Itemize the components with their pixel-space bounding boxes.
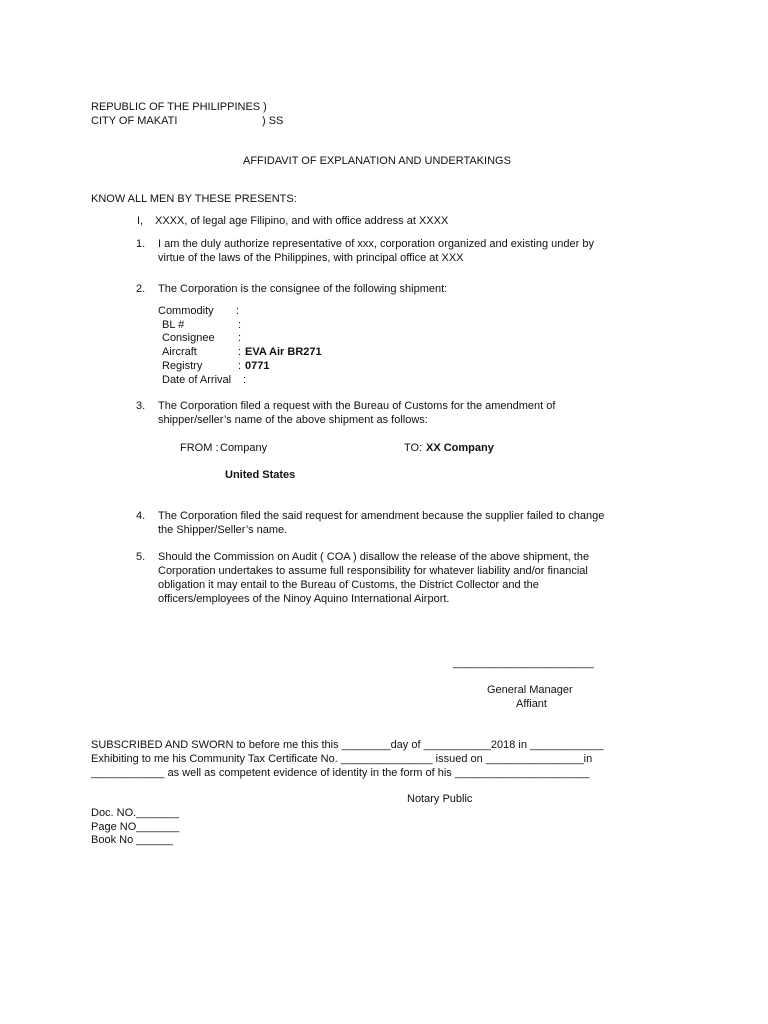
jurat-line-2: Exhibiting to me his Community Tax Certificate No. _______________ issued on ________________in xyxy=(91,753,593,765)
item-2-number: 2. xyxy=(136,283,146,295)
shipment-label-date-of-arrival: Date of Arrival xyxy=(162,374,232,386)
header-ss: ) SS xyxy=(262,115,284,127)
document-title: AFFIDAVIT OF EXPLANATION AND UNDERTAKINGS xyxy=(243,155,511,167)
item-3-number: 3. xyxy=(136,400,146,412)
item-4-number: 4. xyxy=(136,510,146,522)
item-3-line-1: The Corporation filed a request with the Bureau of Customs for the amendment of xyxy=(158,400,556,412)
shipment-label-consignee: Consignee xyxy=(162,332,215,344)
item-5-line-4: officers/employees of the Ninoy Aquino International Airport. xyxy=(158,593,450,605)
item-1-line-1: I am the duly authorize representative of xxx, corporation organized and existing under by xyxy=(158,238,594,250)
amendment-from-label: FROM : xyxy=(180,442,219,454)
item-2-line-1: The Corporation is the consignee of the following shipment: xyxy=(158,283,448,295)
amendment-origin: United States xyxy=(225,469,296,481)
shipment-value-aircraft: EVA Air BR271 xyxy=(245,346,322,358)
shipment-sep-consignee: : xyxy=(238,332,242,344)
affiant-statement: XXXX, of legal age Filipino, and with office address at XXXX xyxy=(155,215,449,227)
shipment-sep-aircraft: : xyxy=(238,346,242,358)
signature-line: _______________________ xyxy=(453,657,594,669)
item-5-number: 5. xyxy=(136,551,146,563)
jurat-line-3: ____________ as well as competent evidence of identity in the form of his ______________________ xyxy=(91,767,590,779)
item-4-line-2: the Shipper/Seller’s name. xyxy=(158,524,288,536)
shipment-sep-commodity: : xyxy=(236,305,240,317)
item-1-number: 1. xyxy=(136,238,146,250)
item-5-line-3: obligation it may entail to the Bureau of Customs, the District Collector and the xyxy=(158,579,539,591)
shipment-label-aircraft: Aircraft xyxy=(162,346,197,358)
item-4-line-1: The Corporation filed the said request for amendment because the supplier failed to change xyxy=(158,510,605,522)
shipment-label-registry: Registry xyxy=(162,360,203,372)
shipment-sep-registry: : xyxy=(238,360,242,372)
jurat-line-1: SUBSCRIBED AND SWORN to before me this this ________day of ___________2018 in ____________ xyxy=(91,739,604,751)
shipment-label-bl: BL # xyxy=(162,319,185,331)
doc-number: Doc. NO._______ xyxy=(91,807,180,819)
amendment-to-value: XX Company xyxy=(426,442,494,454)
shipment-sep-bl: : xyxy=(238,319,242,331)
item-5-line-1: Should the Commission on Audit ( COA ) disallow the release of the above shipment, the xyxy=(158,551,590,563)
amendment-to-label: TO: xyxy=(404,442,423,454)
affiant-prefix: I, xyxy=(137,215,144,227)
amendment-from-value: Company xyxy=(220,442,268,454)
shipment-value-registry: 0771 xyxy=(245,360,270,372)
shipment-sep-date-of-arrival: : xyxy=(243,374,247,386)
signature-role: Affiant xyxy=(516,698,547,710)
item-5-line-2: Corporation undertakes to assume full responsibility for whatever liability and/or financial xyxy=(158,565,588,577)
intro-text: KNOW ALL MEN BY THESE PRESENTS: xyxy=(91,193,297,205)
item-1-line-2: virtue of the laws of the Philippines, with principal office at XXX xyxy=(158,252,464,264)
book-number: Book No ______ xyxy=(91,834,173,846)
header-city: CITY OF MAKATI xyxy=(91,115,178,127)
shipment-label-commodity: Commodity xyxy=(158,305,214,317)
signature-title: General Manager xyxy=(487,684,573,696)
notary-public: Notary Public xyxy=(407,793,473,805)
item-3-line-2: shipper/seller’s name of the above shipment as follows: xyxy=(158,414,428,426)
header-republic: REPUBLIC OF THE PHILIPPINES ) xyxy=(91,101,267,113)
page-number: Page NO_______ xyxy=(91,821,180,833)
